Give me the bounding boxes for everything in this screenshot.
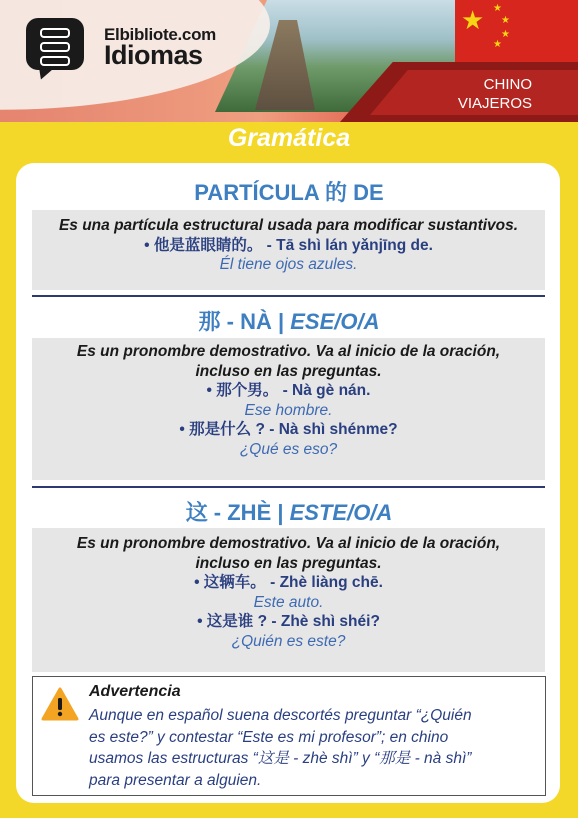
- example-chinese: • 那个男。 - Nà gè nán.: [206, 382, 371, 399]
- warning-triangle-icon: [41, 687, 79, 721]
- section-divider: [32, 295, 545, 297]
- section-heading: 那 - NÀ | ESE/O/A: [198, 309, 380, 334]
- warning-line: para presentar a alguien.: [89, 771, 262, 789]
- logo-lines-icon: [40, 28, 70, 70]
- warning-line: usamos las estructuras “这是 - zhè shì” y “那是 - nà shì”: [89, 750, 472, 767]
- grammar-box: [32, 338, 545, 480]
- brand-site: Elbibliote.com: [104, 25, 216, 44]
- example-chinese: • 他是蓝眼睛的。 - Tā shì lán yǎnjīng de.: [144, 236, 433, 254]
- flag-big-star-icon: ★: [461, 6, 485, 36]
- language-label: CHINO: [483, 76, 532, 93]
- example-chinese: • 那是什么 ? - Nà shì shénme?: [179, 421, 398, 438]
- grammar-box: [32, 210, 545, 290]
- example-translation: ¿Quién es este?: [231, 632, 346, 650]
- example-translation: Este auto.: [253, 593, 324, 611]
- section-heading: PARTÍCULA 的 DE: [194, 180, 384, 205]
- flag-small-star-icon: ★: [501, 15, 510, 26]
- section-heading: 这 - ZHÈ | ESTE/O/A: [185, 500, 393, 525]
- description-line: Es un pronombre demostrativo. Va al inicio de la oración,: [76, 535, 501, 552]
- level-label: VIAJEROS: [457, 95, 532, 112]
- grammar-box: [32, 528, 545, 672]
- warning-line: es este?” y contestar “Este es mi profesor”; en chino: [89, 728, 449, 746]
- description-line: incluso en las preguntas.: [195, 362, 382, 380]
- description-line: Es una partícula estructural usada para modificar sustantivos.: [58, 217, 519, 234]
- example-translation: Ese hombre.: [244, 401, 333, 419]
- section-divider: [32, 486, 545, 488]
- flag-small-star-icon: ★: [493, 39, 502, 50]
- brand-name: Idiomas: [104, 40, 203, 70]
- flag-small-star-icon: ★: [501, 29, 510, 40]
- example-translation: ¿Qué es eso?: [239, 440, 338, 458]
- warning-line: Aunque en español suena descortés preguntar “¿Quién: [89, 707, 472, 724]
- example-chinese: • 这是谁 ? - Zhè shì shéi?: [197, 613, 380, 630]
- section-title: Gramática: [227, 124, 351, 152]
- warning-text: [89, 705, 539, 791]
- warning-box: [32, 676, 546, 796]
- description-line: incluso en las preguntas.: [195, 554, 382, 572]
- header-banner: [0, 0, 578, 122]
- example-translation: Él tiene ojos azules.: [219, 256, 358, 273]
- description-line: Es un pronombre demostrativo. Va al inicio de la oración,: [76, 343, 501, 360]
- flag-small-star-icon: ★: [493, 3, 502, 14]
- example-chinese: • 这辆车。 - Zhè liàng chē.: [194, 574, 383, 591]
- warning-title: Advertencia: [89, 683, 181, 700]
